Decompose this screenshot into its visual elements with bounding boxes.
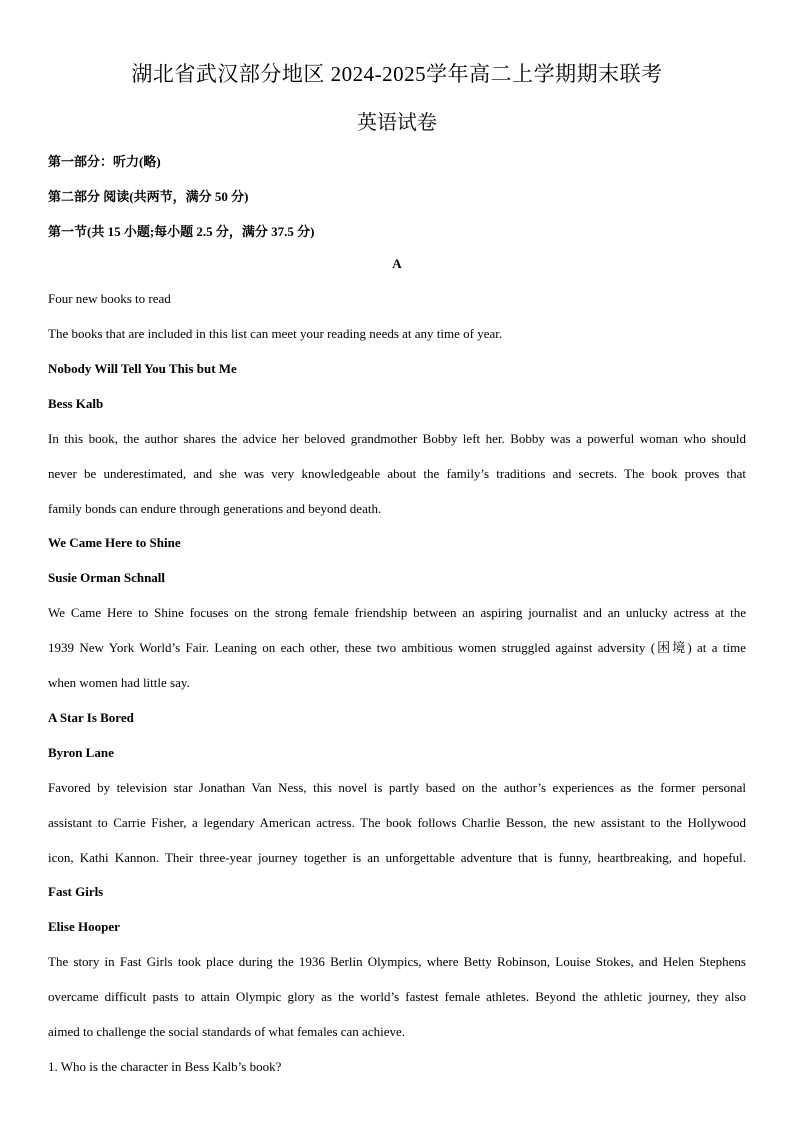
exam-subtitle: 英语试卷 (357, 112, 437, 134)
description-line: The story in Fast Girls took place during the 1936 Berlin Olympics, where Betty Robinson, Louise Stokes, and Helen Stephens (48, 954, 746, 969)
description-line: We Came Here to Shine focuses on the strong female friendship between an aspiring journalist and an unlucky actress at the (48, 605, 746, 620)
part2-heading: 第二部分 阅读(共两节，满分 50 分) (48, 189, 249, 204)
description-line: icon, Kathi Kannon. Their three-year journey together is an unforgettable adventure that is funny, heartbreaking, and hopeful. (48, 850, 746, 865)
description-line: when women had little say. (48, 675, 190, 690)
book-description (48, 944, 746, 1049)
book-description (48, 770, 746, 875)
book-author: Susie Orman Schnall (48, 570, 166, 585)
description-line: never be underestimated, and she was very knowledgeable about the family’s traditions and secrets. The book proves that (48, 466, 746, 481)
description-line: overcame difficult pasts to attain Olympic glory as the world’s fastest female athletes. Beyond the athletic journey, they also (48, 989, 746, 1004)
book-title: Fast Girls (48, 884, 104, 899)
book-description (48, 421, 746, 526)
description-line: In this book, the author shares the advice her beloved grandmother Bobby left her. Bobby was a powerful woman who should (48, 431, 746, 446)
book-description (48, 595, 746, 700)
book-title: A Star Is Bored (48, 710, 134, 725)
description-line: family bonds can endure through generations and beyond death. (48, 501, 382, 516)
book-author: Elise Hooper (48, 919, 120, 934)
description-line: 1939 New York World’s Fair. Leaning on each other, these two ambitious women struggled against adversity (困境) at a time (48, 640, 746, 655)
book-author: Byron Lane (48, 745, 114, 760)
question-1: 1. Who is the character in Bess Kalb’s book? (48, 1059, 282, 1074)
description-line: assistant to Carrie Fisher, a legendary American actress. The book follows Charlie Besson, the new assistant to the Hollywood (48, 815, 746, 830)
part1-heading: 第一部分：听力(略) (48, 154, 161, 169)
exam-title: 湖北省武汉部分地区 2024-2025学年高二上学期期末联考 (131, 62, 663, 86)
description-line: aimed to challenge the social standards of what females can achieve. (48, 1024, 405, 1039)
intro-text: The books that are included in this list can meet your reading needs at any time of year. (48, 326, 503, 341)
book-author: Bess Kalb (48, 396, 104, 411)
section1-heading: 第一节(共 15 小题;每小题 2.5 分，满分 37.5 分) (48, 224, 315, 239)
passage-label: A (392, 256, 402, 271)
description-line: Favored by television star Jonathan Van Ness, this novel is partly based on the author’s experiences as the former personal (48, 780, 746, 795)
book-title: Nobody Will Tell You This but Me (48, 361, 237, 376)
book-title: We Came Here to Shine (48, 535, 181, 550)
intro-title: Four new books to read (48, 291, 171, 306)
